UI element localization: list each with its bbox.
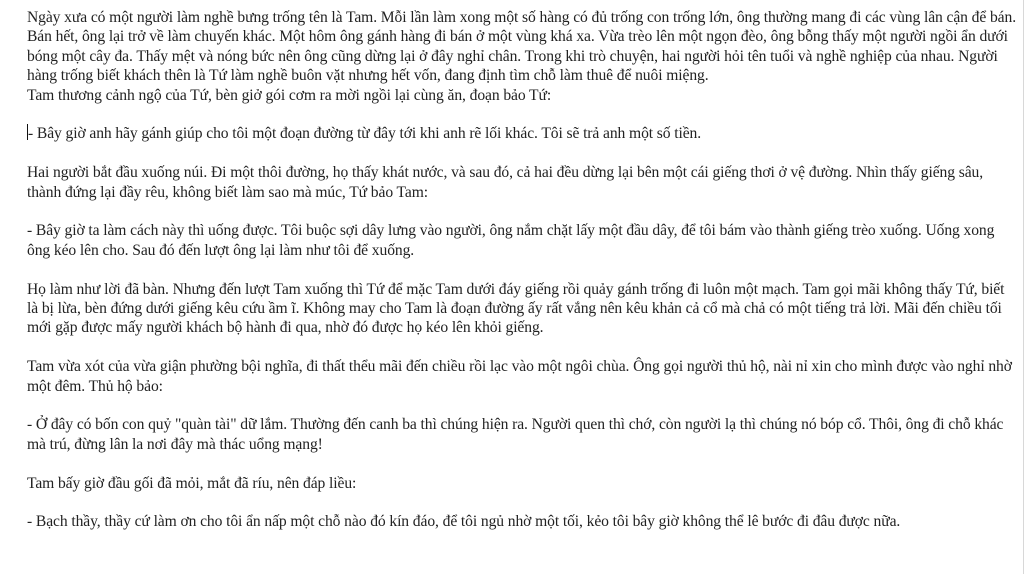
blank-line [27,144,1017,163]
paragraph-pagoda: Tam vừa xót của vừa giận phường bội nghĩa, đi thất thểu mãi đến chiều rồi lạc vào một ngôi chùa. Ông gọi người thủ hộ, nài nỉ xin cho mình được vào nghỉ nhờ một đêm. Thủ hộ bảo: [27,358,1012,395]
blank-line [27,396,1017,415]
paragraph-going-down-mountain: Hai người bắt đầu xuống núi. Đi một thôi đường, họ thấy khát nước, và sau đó, cả hai đều dừng lại bên một cái giếng thơi ở vệ đường. Nhìn thấy giếng sâu, thành đứng lại đầy rêu, không biết làm sao mà múc, Tứ bảo Tam: [27,164,984,201]
blank-line [27,338,1017,357]
paragraph-intro: Ngày xưa có một người làm nghề bưng trống tên là Tam. Mỗi lần làm xong một số hàng có đủ trống con trống lớn, ông thường mang đi các vùng lân cận để bán. Bán hết, ông lại trở về làm chuyến khác. Một hôm ông gánh hàng đi bán ở một vùng khá xa. Vừa trèo lên một ngọn đèo, ông bỗng thấy một người ngồi ẩn dưới bóng một cây đa. Thấy mệt và nóng bức nên ông cũng dừng lại ở đây nghỉ chân. Trong khi trò chuyện, hai người hỏi tên tuổi và nghề nghiệp của nhau. Người hàng trống biết khách thên là Tứ làm nghề buôn vặt nhưng hết vốn, đang định tìm chỗ làm thuê để nuôi miệng. [27,9,1016,85]
paragraph-dialogue-tam-text: - Bây giờ anh hãy gánh giúp cho tôi một đoạn đường từ đây tới khi anh rẽ lối khác. Tôi sẽ trả anh một số tiền. [28,125,702,143]
blank-line [27,202,1017,221]
paragraph-tam-reply: Tam bấy giờ đầu gối đã mỏi, mắt đã ríu, nên đáp liều: [27,474,357,492]
paragraph-betrayal: Họ làm như lời đã bàn. Nhưng đến lượt Tam xuống thì Tứ để mặc Tam dưới đáy giếng rồi quảy gánh trống đi luôn một mạch. Tam gọi mãi không thấy Tứ, biết là bị lừa, bèn đứng dưới giếng kêu cứu ầm ĩ. Không may cho Tam là đoạn đường ấy rất vắng nên kêu khản cả cổ mà chả có một tiếng trả lời. Mãi đến chiều tối mới gặp được mấy người khách bộ hành đi qua, nhờ đó được họ kéo lên khỏi giếng. [27,280,1005,337]
paragraph-tam-offers-rice: Tam thương cảnh ngộ của Tứ, bèn giở gói cơm ra mời ngồi lại cùng ăn, đoạn bảo Tứ: [27,86,552,104]
paragraph-dialogue-tam-plea: - Bạch thầy, thầy cứ làm ơn cho tôi ẩn nấp một chỗ nào đó kín đáo, để tôi ngủ nhờ một tối, kẻo tôi bây giờ không thể lê bước đi đâu được nữa. [27,513,901,531]
paragraph-dialogue-tam [27,124,1017,143]
document-text-body[interactable] [27,8,1017,532]
blank-line [27,454,1017,473]
blank-line [27,260,1017,279]
blank-line [27,493,1017,512]
paragraph-dialogue-keeper: - Ở đây có bốn con quỷ "quàn tài" dữ lắm. Thường đến canh ba thì chúng hiện ra. Người quen thì chớ, còn người lạ thì chúng nó bóp cổ. Thôi, ông đi chỗ khác mà trú, đừng lân la nơi đây mà thác uổng mạng! [27,416,1004,453]
blank-line [27,105,1017,124]
paragraph-dialogue-tu: - Bây giờ ta làm cách này thì uống được. Tôi buộc sợi dây lưng vào người, ông nắm chặt lấy một đầu dây, để tôi bám vào thành giếng trèo xuống. Uống xong ông kéo lên cho. Sau đó đến lượt ông lại làm như tôi để xuống. [27,222,995,259]
